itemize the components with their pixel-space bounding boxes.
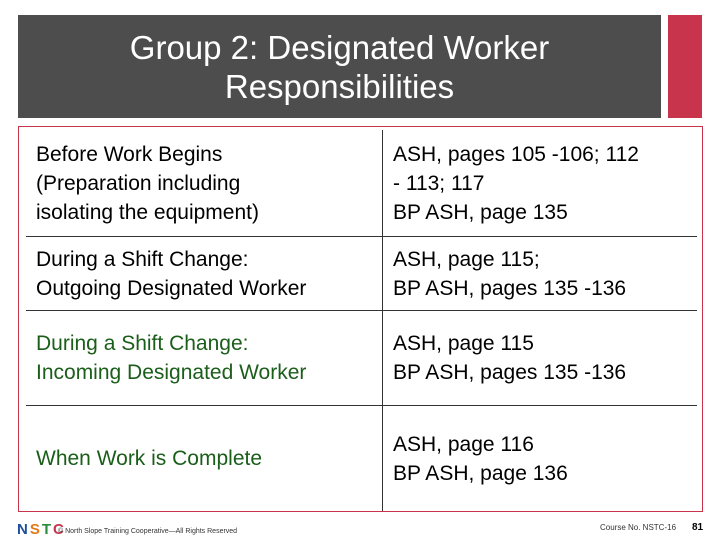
- responsibilities-table: [26, 130, 697, 511]
- table-row: [26, 130, 697, 237]
- row-2-reference: [383, 237, 698, 311]
- row-2-task-line1: During a Shift Change:: [36, 247, 249, 271]
- logo-letter-c: C: [53, 521, 64, 538]
- row-4-task: [26, 406, 383, 512]
- footer-course-number: Course No. NSTC-16: [600, 523, 677, 532]
- row-1-task-line1: Before Work Begins: [36, 142, 223, 166]
- row-1-task-line2: (Preparation including: [36, 171, 241, 195]
- row-2-ref-line2: BP ASH, pages 135 -136: [393, 276, 627, 300]
- logo-letter-n: N: [17, 521, 28, 538]
- slide-title-line1: Group 2: Designated Worker: [129, 28, 550, 66]
- row-4-reference: [383, 406, 698, 512]
- row-3-task: [26, 311, 383, 406]
- row-1-reference: [383, 130, 698, 237]
- row-3-reference: [383, 311, 698, 406]
- logo-letter-s: S: [29, 521, 40, 538]
- row-1-task-line3: isolating the equipment): [36, 200, 259, 224]
- row-1-ref-line2: - 113; 117: [393, 171, 485, 195]
- logo-letter-t: T: [41, 521, 52, 538]
- row-4-ref-line1: ASH, page 116: [393, 432, 534, 456]
- slide-title: [130, 28, 549, 106]
- row-4-task-line1: When Work is Complete: [36, 447, 263, 470]
- accent-bar: [668, 15, 702, 118]
- row-1-ref-line3: BP ASH, page 135: [393, 200, 568, 224]
- table-row: [26, 237, 697, 311]
- row-3-task-line1: During a Shift Change:: [36, 332, 249, 355]
- row-2-task-line2: Outgoing Designated Worker: [36, 276, 307, 300]
- slide-title-line2: Responsibilities: [224, 67, 455, 105]
- table-row: [26, 406, 697, 512]
- row-2-ref-line1: ASH, page 115;: [393, 247, 540, 271]
- row-1-ref-line1: ASH, pages 105 -106; 112: [393, 142, 639, 166]
- footer-copyright: © North Slope Training Cooperative—All Rights Reserved: [58, 528, 238, 535]
- table-row: [26, 311, 697, 406]
- slide-title-bar: [18, 15, 661, 118]
- row-4-ref-line2: BP ASH, page 136: [393, 461, 568, 485]
- row-3-ref-line2: BP ASH, pages 135 -136: [393, 361, 627, 384]
- page-number: 81: [692, 522, 704, 533]
- row-2-task: [26, 237, 383, 311]
- row-3-task-line2: Incoming Designated Worker: [36, 361, 307, 384]
- row-1-task: [26, 130, 383, 237]
- row-3-ref-line1: ASH, page 115: [393, 332, 534, 355]
